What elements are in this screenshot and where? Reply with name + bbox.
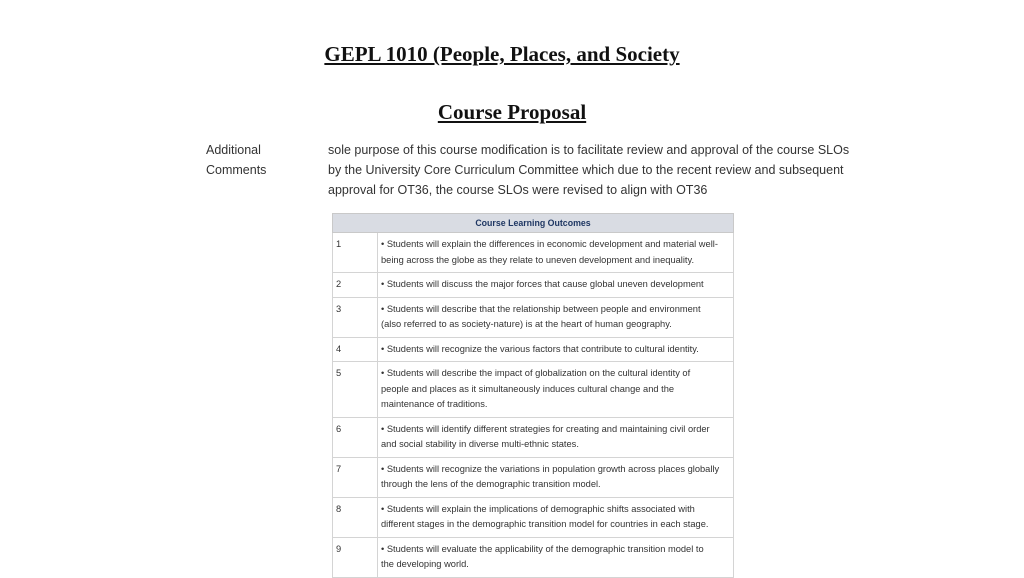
slo-text-line: being across the globe as they relate to uneven development and inequality.: [381, 254, 695, 265]
comments-text-line: by the University Core Curriculum Committee which due to the recent review and subsequent: [328, 163, 844, 177]
slo-text-line: • Students will describe the impact of globalization on the cultural identity of: [381, 368, 691, 378]
comments-text-line: sole purpose of this course modification is to facilitate review and approval of the course SLOs: [328, 143, 850, 157]
table-row: [333, 273, 734, 298]
comments-text-line: approval for OT36, the course SLOs were revised to align with OT36: [328, 183, 708, 197]
comments-label: [206, 140, 316, 180]
table-row: [333, 233, 734, 273]
slo-text-line: • Students will recognize the various factors that contribute to cultural identity.: [381, 343, 699, 354]
slo-text: [378, 537, 734, 577]
table-row: [333, 457, 734, 497]
slo-text-line: maintenance of traditions.: [381, 399, 488, 409]
slo-text: [378, 497, 734, 537]
slo-text-line: • Students will explain the differences in economic development and material well-: [381, 239, 718, 249]
table-row: [333, 362, 734, 418]
slo-number: 8: [333, 497, 378, 537]
slo-text-line: • Students will evaluate the applicability of the demographic transition model to: [381, 543, 704, 554]
slo-text-line: the developing world.: [381, 559, 469, 569]
slo-number: 5: [333, 362, 378, 418]
slo-number: 6: [333, 417, 378, 457]
slo-text: [378, 417, 734, 457]
slo-text-line: through the lens of the demographic transition model.: [381, 479, 601, 489]
slo-number: 3: [333, 297, 378, 337]
comments-label-line: Additional: [206, 143, 261, 157]
slo-number: 2: [333, 273, 378, 298]
comments-text: [328, 140, 848, 200]
slo-text-line: • Students will discuss the major forces that cause global uneven development: [381, 279, 704, 289]
slo-text-line: people and places as it simultaneously induces cultural change and the: [381, 383, 675, 394]
slo-text-line: • Students will describe that the relationship between people and environment: [381, 303, 701, 314]
slo-number: 9: [333, 537, 378, 577]
slo-table-header: Course Learning Outcomes: [333, 214, 734, 233]
table-row: [333, 297, 734, 337]
slo-text-line: • Students will identify different strategies for creating and maintaining civil order: [381, 423, 710, 434]
slo-table-body: [333, 233, 734, 578]
table-row: [333, 417, 734, 457]
slo-text: [378, 273, 734, 298]
slo-text-line: • Students will explain the implications of demographic shifts associated with: [381, 503, 695, 514]
slo-text-line: • Students will recognize the variations in population growth across places globally: [381, 463, 720, 474]
slo-text-line: and social stability in diverse multi-ethnic states.: [381, 439, 579, 449]
page-title: GEPL 1010 (People, Places, and Society: [324, 42, 680, 66]
table-row: [333, 337, 734, 362]
slo-text: [378, 362, 734, 418]
slo-number: 7: [333, 457, 378, 497]
slo-table: [332, 213, 734, 578]
slo-number: 1: [333, 233, 378, 273]
page-subtitle: Course Proposal: [437, 100, 587, 124]
slo-number: 4: [333, 337, 378, 362]
slo-text: [378, 457, 734, 497]
slo-text-line: different stages in the demographic transition model for countries in each stage.: [381, 519, 709, 529]
comments-label-line: Comments: [206, 163, 267, 177]
slo-text-line: (also referred to as society-nature) is at the heart of human geography.: [381, 319, 672, 329]
slo-text: [378, 297, 734, 337]
table-row: [333, 537, 734, 577]
slo-text: [378, 337, 734, 362]
slo-text: [378, 233, 734, 273]
table-row: [333, 497, 734, 537]
